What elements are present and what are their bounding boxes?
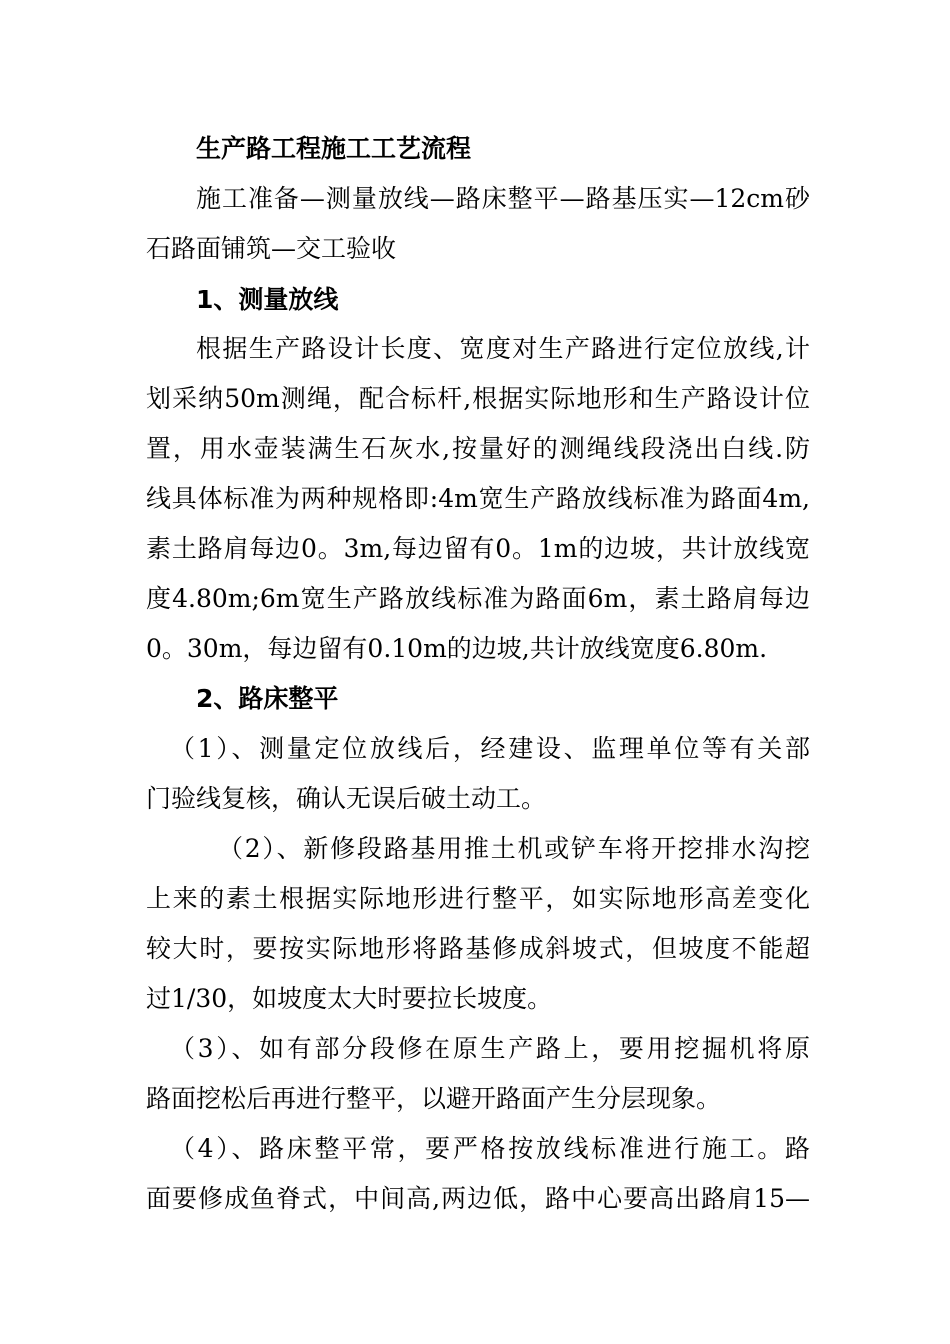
paragraph-line: （3）、如有部分段修在原生产路上，要用挖掘机将原 (170, 1034, 810, 1063)
paragraph-line: 过1/30，如坡度太大时要拉长坡度。 (146, 984, 553, 1013)
paragraph-line: 路面挖松后再进行整平，以避开路面产生分层现象。 (146, 1084, 722, 1113)
paragraph-line: 门验线复核，确认无误后破土动工。 (146, 784, 547, 813)
paragraph-line: 置，用水壶装满生石灰水,按量好的测绳线段浇出白线.防 (146, 434, 810, 463)
flow-line-2: 石路面铺筑—交工验收 (146, 234, 397, 263)
paragraph-line: （1）、测量定位放线后，经建设、监理单位等有关部 (170, 734, 810, 763)
paragraph-line: （2）、新修段路基用推土机或铲车将开挖排水沟挖 (218, 834, 810, 863)
paragraph-line: 较大时，要按实际地形将路基修成斜坡式，但坡度不能超 (146, 934, 810, 963)
paragraph-line: 度4.80m;6m宽生产路放线标准为路面6m，素土路肩每边 (146, 584, 810, 613)
paragraph-line: 素土路肩每边0。3m,每边留有0。1m的边坡，共计放线宽 (146, 534, 810, 563)
paragraph-line: 划采纳50m测绳，配合标杆,根据实际地形和生产路设计位 (146, 384, 810, 413)
section-heading-2: 2、路床整平 (196, 684, 339, 713)
paragraph-line: （4）、路床整平常，要严格按放线标准进行施工。路 (170, 1134, 810, 1163)
paragraph-line: 0。30m，每边留有0.10m的边坡,共计放线宽度6.80m. (146, 634, 768, 663)
paragraph-line: 上来的素土根据实际地形进行整平，如实际地形高差变化 (146, 884, 810, 913)
flow-line-1: 施工准备—测量放线—路床整平—路基压实—12cm砂 (196, 184, 810, 213)
paragraph-line: 根据生产路设计长度、宽度对生产路进行定位放线,计 (196, 334, 810, 363)
paragraph-line: 面要修成鱼脊式，中间高,两边低，路中心要高出路肩15— (146, 1184, 810, 1213)
section-heading-1: 1、测量放线 (196, 285, 339, 314)
paragraph-line: 线具体标准为两种规格即:4m宽生产路放线标准为路面4m, (146, 484, 810, 513)
document-title: 生产路工程施工工艺流程 (196, 134, 472, 163)
